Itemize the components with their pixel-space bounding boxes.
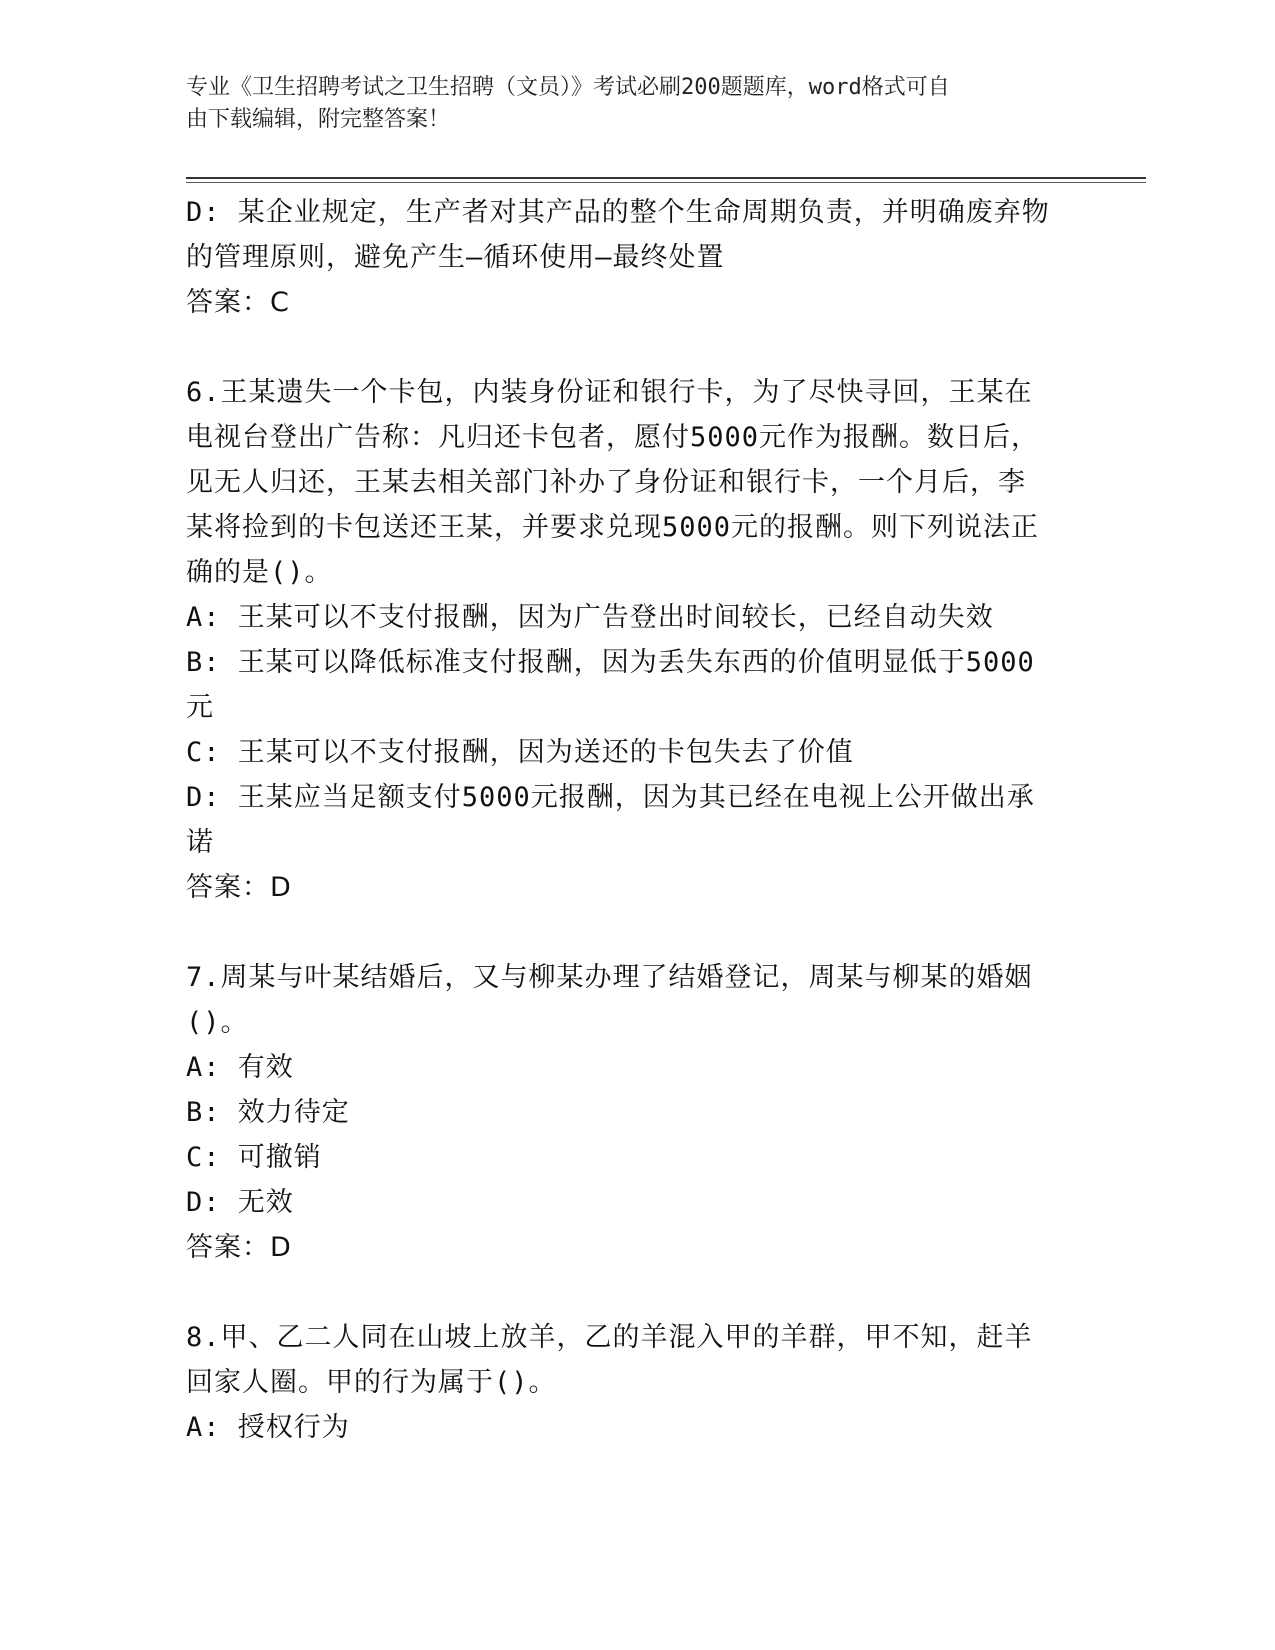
question-stem-line: 某将捡到的卡包送还王某，并要求兑现5000元的报酬。则下列说法正	[186, 512, 1040, 543]
question-stem-line: ()。	[186, 1007, 249, 1038]
question-stem-line: 确的是()。	[186, 557, 333, 588]
option-b-line-1: B: 王某可以降低标准支付报酬，因为丢失东西的价值明显低于5000	[186, 647, 1035, 678]
question-8	[186, 1315, 1066, 1450]
option-a: A: 授权行为	[186, 1412, 350, 1443]
question-stem-line: 见无人归还，王某去相关部门补办了身份证和银行卡，一个月后，李	[186, 467, 1026, 498]
option-b-line-2: 元	[186, 692, 214, 723]
answer-line: 答案：D	[186, 1232, 292, 1263]
question-content	[186, 190, 1066, 1450]
question-5-tail	[186, 190, 1066, 325]
question-6	[186, 370, 1066, 910]
header-divider	[186, 177, 1146, 179]
header-line-2: 由下载编辑，附完整答案！	[186, 107, 451, 132]
option-a: A: 王某可以不支付报酬，因为广告登出时间较长，已经自动失效	[186, 602, 994, 633]
spacer	[186, 1270, 1066, 1315]
option-d-line-1: D: 某企业规定，生产者对其产品的整个生命周期负责，并明确废弃物	[186, 197, 1050, 228]
spacer	[186, 325, 1066, 370]
document-header	[186, 72, 1066, 136]
header-divider-thin	[186, 182, 1146, 183]
option-c: C: 王某可以不支付报酬，因为送还的卡包失去了价值	[186, 737, 854, 768]
question-stem-line: 8.甲、乙二人同在山坡上放羊，乙的羊混入甲的羊群，甲不知，赶羊	[186, 1322, 1033, 1353]
option-d-line-2: 诺	[186, 827, 214, 858]
question-stem-line: 电视台登出广告称：凡归还卡包者，愿付5000元作为报酬。数日后，	[186, 422, 1040, 453]
question-7	[186, 955, 1066, 1270]
option-d-line-1: D: 王某应当足额支付5000元报酬，因为其已经在电视上公开做出承	[186, 782, 1035, 813]
question-stem-line: 7.周某与叶某结婚后，又与柳某办理了结婚登记，周某与柳某的婚姻	[186, 962, 1033, 993]
question-stem-line: 6.王某遗失一个卡包，内装身份证和银行卡，为了尽快寻回，王某在	[186, 377, 1033, 408]
header-line-1: 专业《卫生招聘考试之卫生招聘（文员）》考试必刷200题题库，word格式可自	[186, 75, 950, 100]
option-d: D: 无效	[186, 1187, 294, 1218]
option-a: A: 有效	[186, 1052, 294, 1083]
option-b: B: 效力待定	[186, 1097, 350, 1128]
answer-line: 答案：C	[186, 287, 290, 318]
answer-line: 答案：D	[186, 872, 292, 903]
option-d-line-2: 的管理原则，避免产生—循环使用—最终处置	[186, 242, 725, 273]
option-c: C: 可撤销	[186, 1142, 322, 1173]
question-stem-line: 回家人圈。甲的行为属于()。	[186, 1367, 557, 1398]
spacer	[186, 910, 1066, 955]
